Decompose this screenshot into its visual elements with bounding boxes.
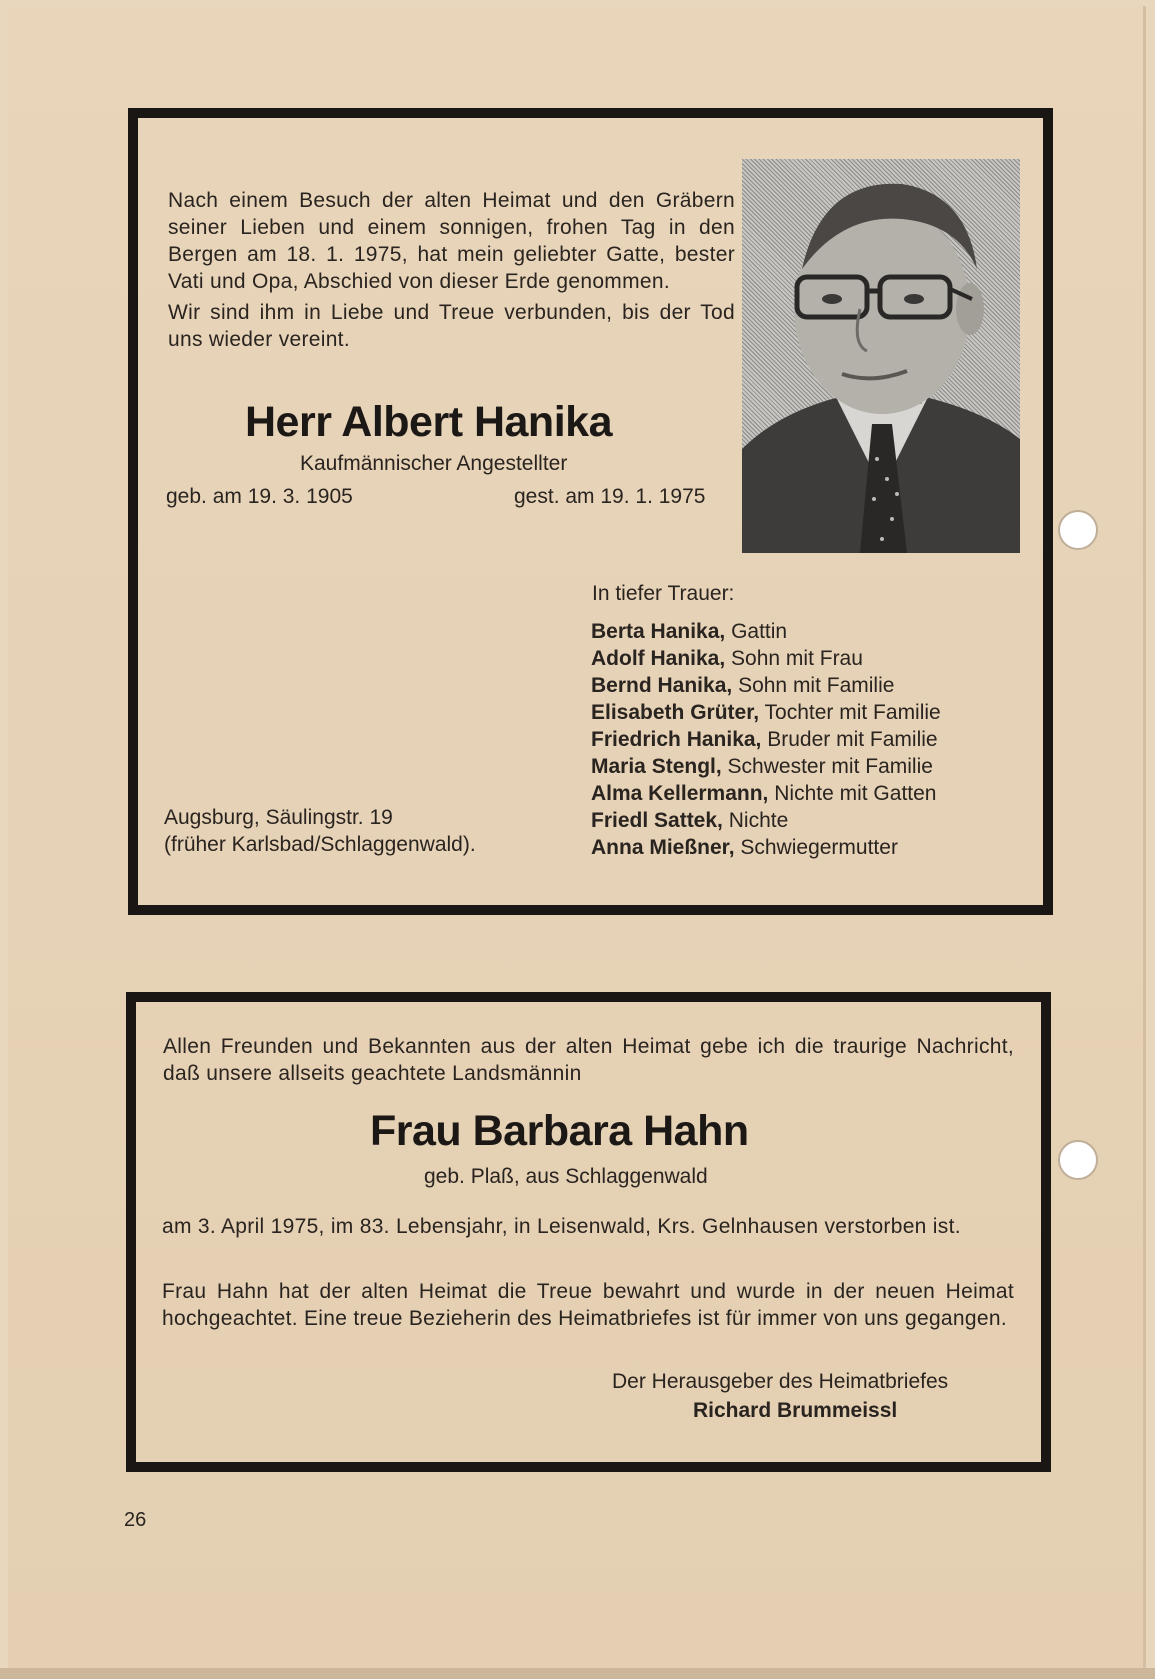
address-line: Augsburg, Säulingstr. 19 xyxy=(164,806,393,829)
mourners-list xyxy=(591,618,941,861)
mourner-relation: Sohn mit Frau xyxy=(731,647,863,670)
obituary-intro xyxy=(168,187,735,353)
deceased-name: Frau Barbara Hahn xyxy=(370,1107,749,1155)
mourner-name: Friedl Sattek, xyxy=(591,809,723,832)
mourner-name: Berta Hanika, xyxy=(591,620,726,643)
birth-date: geb. am 19. 3. 1905 xyxy=(166,485,353,508)
mourner-relation: Gattin xyxy=(731,620,788,643)
mourner-relation: Sohn mit Familie xyxy=(738,674,895,697)
page-number: 26 xyxy=(124,1509,147,1531)
portrait-photo xyxy=(742,159,1020,553)
punch-hole xyxy=(1058,510,1098,550)
mourner-row xyxy=(591,618,941,645)
mourner-row xyxy=(591,753,941,780)
mourner-relation: Tochter mit Familie xyxy=(764,701,941,724)
mourner-name: Friedrich Hanika, xyxy=(591,728,762,751)
publisher-name: Richard Brummeissl xyxy=(693,1399,898,1422)
deceased-occupation: Kaufmännischer Angestellter xyxy=(300,452,568,475)
mourner-name: Alma Kellermann, xyxy=(591,782,769,805)
portrait-illustration xyxy=(742,159,1020,553)
mourner-row xyxy=(591,726,941,753)
death-date: gest. am 19. 1. 1975 xyxy=(514,485,706,508)
mourner-relation: Nichte mit Gatten xyxy=(774,782,937,805)
mourner-name: Bernd Hanika, xyxy=(591,674,733,697)
mourner-row xyxy=(591,699,941,726)
death-notice: am 3. April 1975, im 83. Lebensjahr, in Leisenwald, Krs. Gelnhausen verstorben ist. xyxy=(162,1215,961,1238)
address-block xyxy=(164,804,476,858)
mourner-row xyxy=(591,834,941,861)
mourner-row xyxy=(591,807,941,834)
address-line-former: (früher Karlsbad/Schlaggenwald). xyxy=(164,833,476,856)
mourner-name: Anna Mießner, xyxy=(591,836,735,859)
mourner-name: Maria Stengl, xyxy=(591,755,722,778)
notice-intro: Allen Freunden und Bekannten aus der alten Heimat gebe ich die traurige Nachricht, daß unsere allseits geachtete Landsmännin xyxy=(163,1035,1014,1085)
obituary-intro-paragraph: Nach einem Besuch der alten Heimat und den Gräbern seiner Lieben und einem sonnigen, frohen Tag in den Bergen am 18. 1. 1975, hat mein geliebter Gatte, bester Vati und Opa, Abschied von dieser Erde genommen. xyxy=(168,189,735,293)
page-edge xyxy=(0,1668,1155,1679)
mourner-relation: Nichte xyxy=(728,809,789,832)
mourner-relation: Schwester mit Familie xyxy=(727,755,933,778)
mourner-row xyxy=(591,672,941,699)
tribute-text: Frau Hahn hat der alten Heimat die Treue bewahrt und wurde in der neuen Heimat hochgeachtet. Eine treue Bezieherin des Heimatbriefes ist für immer von uns gegangen. xyxy=(162,1280,1014,1330)
deceased-birthname: geb. Plaß, aus Schlaggenwald xyxy=(424,1165,708,1188)
publisher-label: Der Herausgeber des Heimatbriefes xyxy=(612,1370,949,1393)
punch-hole xyxy=(1058,1140,1098,1180)
obituary-intro-paragraph-2: Wir sind ihm in Liebe und Treue verbunden, bis der Tod uns wieder vereint. xyxy=(168,301,735,351)
mourner-relation: Bruder mit Familie xyxy=(767,728,938,751)
mourner-relation: Schwiegermutter xyxy=(740,836,898,859)
mourner-name: Adolf Hanika, xyxy=(591,647,726,670)
mourning-heading: In tiefer Trauer: xyxy=(592,582,735,605)
mourner-name: Elisabeth Grüter, xyxy=(591,701,760,724)
deceased-name: Herr Albert Hanika xyxy=(245,398,612,446)
mourner-row xyxy=(591,645,941,672)
mourner-row xyxy=(591,780,941,807)
